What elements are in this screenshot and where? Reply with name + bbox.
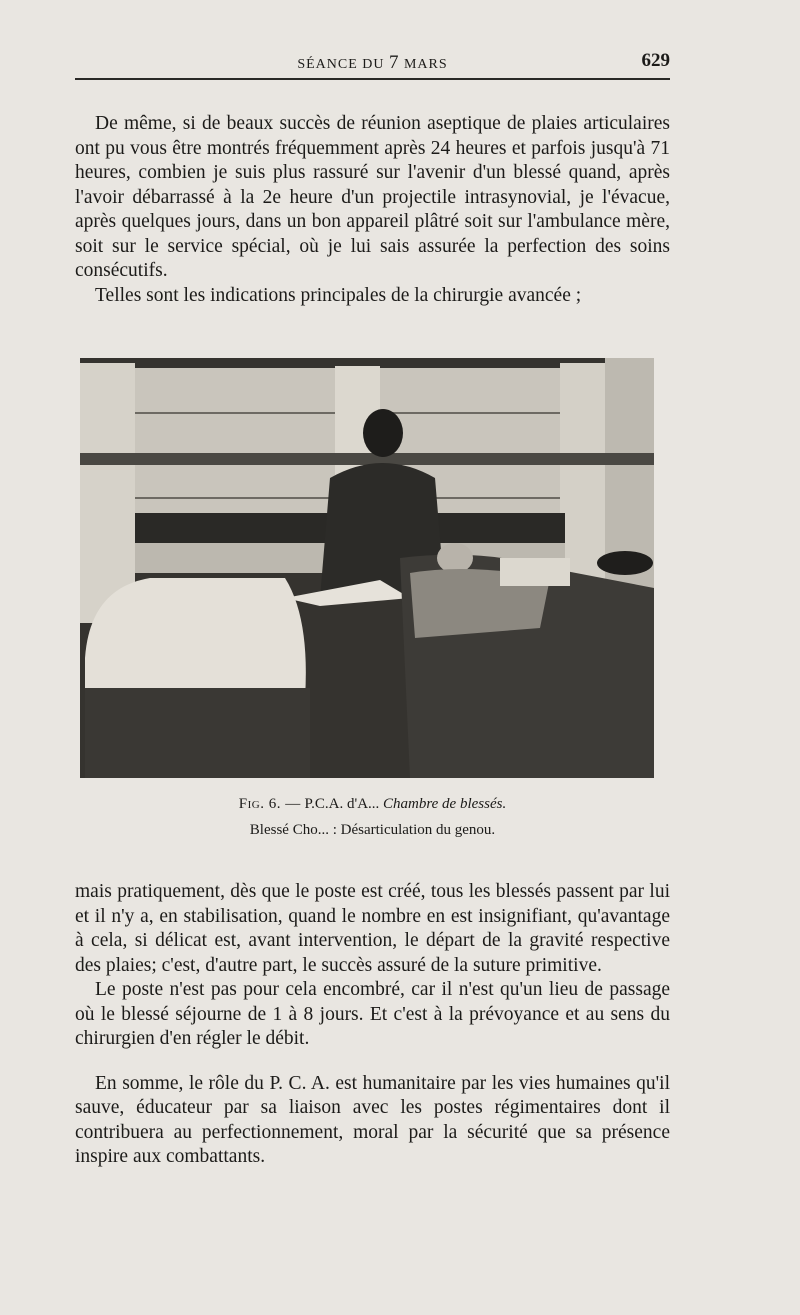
running-title-day: 7 — [388, 52, 400, 73]
figure-label: Fig. 6. — — [238, 796, 301, 812]
running-title-month: MARS — [403, 57, 448, 72]
running-header — [75, 52, 670, 80]
text-block-top — [75, 112, 670, 308]
paragraph: De même, si de beaux succès de réunion aseptique de plaies articulaires ont pu vous être montrés fréquemment après 24 heures et parfois jusqu'à 71 heures, combien je suis plus rassuré sur l'avenir d'un blessé quand, après l'avoir débarrassé à la 2e heure d'un projectile intrasynovial, je l'évacue, après quelques jours, dans un bon appareil plâtré soit sur l'ambulance mère, soit sur le service spécial, où je lui sais assurée la perfection des soins consécutifs. — [75, 113, 670, 281]
page-number: 629 — [641, 50, 670, 71]
paragraph: Le poste n'est pas pour cela encombré, car il n'est qu'un lieu de passage où le blessé séjourne de 1 à 8 jours. Et c'est à la prévoyance et au sens du chirurgien d'en régler le débit. — [75, 979, 670, 1049]
figure-subcaption: Blessé Cho... : Désarticulation du genou. — [249, 822, 496, 838]
figure-photograph — [80, 358, 654, 778]
paragraph: En somme, le rôle du P. C. A. est humanitaire par les vies humaines qu'il sauve, éducateur par sa liaison avec les postes régimentaires dont il contribuera au perfectionnement, moral par la sécurité que sa présence inspire aux combattants. — [75, 1072, 670, 1167]
running-title-prefix: SÉANCE DU — [297, 57, 385, 72]
text-block-bottom — [75, 880, 670, 1170]
figure-place: P.C.A. d'A... — [304, 796, 380, 812]
figure-title: Chambre de blessés. — [383, 796, 507, 812]
paragraph: Telles sont les indications principales de la chirurgie avancée ; — [95, 284, 582, 306]
figure-caption — [75, 796, 670, 813]
paragraph-gap — [75, 1052, 670, 1072]
paragraph: mais pratiquement, dès que le poste est créé, tous les blessés passent par lui et il n'y a, en stabilisation, quand le nombre en est insignifiant, qu'avantage à cela, si délicat est, avant intervention, le départ de la gravité respective des plaies; c'est, d'autre part, le succès assuré de la suture primitive. — [75, 881, 670, 976]
photo-ward-room — [80, 358, 654, 778]
running-title — [75, 52, 670, 74]
